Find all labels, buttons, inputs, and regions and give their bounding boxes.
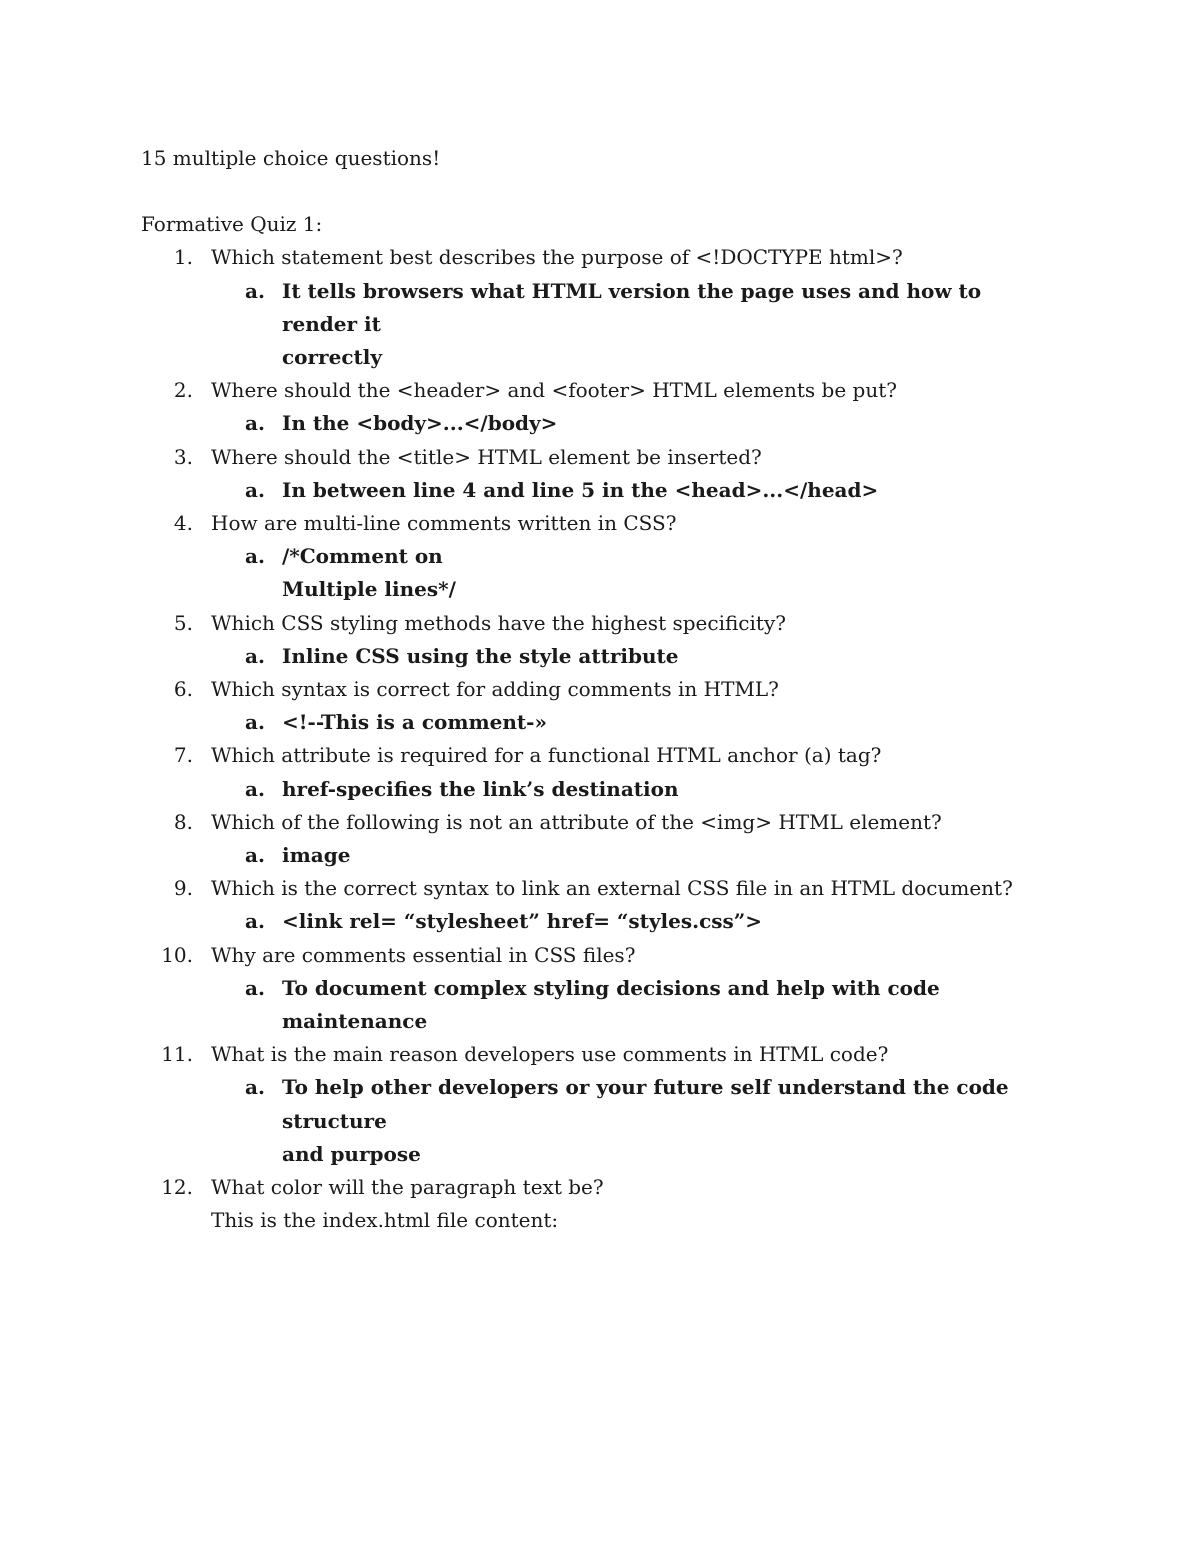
answer-text-line: Inline CSS using the style attribute (282, 643, 679, 668)
question-number: 9. (173, 876, 193, 901)
question-item (141, 441, 1041, 507)
question-line (141, 241, 1041, 274)
answer-text-line: and purpose (282, 1141, 421, 1166)
question-item (141, 939, 1041, 1039)
answer-option (141, 839, 1041, 872)
question-line (141, 806, 1041, 839)
question-number: 11. (161, 1042, 193, 1067)
question-number: 3. (173, 444, 193, 469)
answer-option (141, 706, 1041, 739)
question-text: Which statement best describes the purpose of <!DOCTYPE html>? (211, 245, 903, 270)
question-item (141, 806, 1041, 872)
answer-option (141, 972, 1041, 1038)
question-item (141, 1038, 1041, 1171)
question-number: 7. (173, 743, 193, 768)
answer-letter: a. (245, 1075, 265, 1100)
question-text: What color will the paragraph text be? (211, 1175, 604, 1200)
answer-text-line: To document complex styling decisions and help with code maintenance (282, 975, 940, 1034)
answer-text-line: In between line 4 and line 5 in the <head>...</head> (282, 477, 879, 502)
answer-letter: a. (245, 278, 265, 303)
question-line (141, 673, 1041, 706)
answer-option (141, 640, 1041, 673)
answer-letter: a. (245, 975, 265, 1000)
answer-text-line: image (282, 843, 351, 868)
question-line (141, 441, 1041, 474)
answer-letter: a. (245, 843, 265, 868)
answer-option (141, 773, 1041, 806)
answer-letter: a. (245, 477, 265, 502)
question-line (141, 1171, 1041, 1204)
question-line (141, 1038, 1041, 1071)
question-item (141, 507, 1041, 607)
question-item (141, 607, 1041, 673)
question-text: Which of the following is not an attribute of the <img> HTML element? (211, 809, 942, 834)
question-text: Why are comments essential in CSS files? (211, 942, 636, 967)
question-item (141, 1171, 1041, 1237)
answer-text-line: /*Comment on (282, 544, 443, 569)
question-number: 12. (161, 1175, 193, 1200)
answer-option (141, 275, 1041, 375)
question-line (141, 939, 1041, 972)
answer-option (141, 474, 1041, 507)
question-line (141, 739, 1041, 772)
answer-text-line: correctly (282, 345, 382, 370)
question-text: Which CSS styling methods have the highest specificity? (211, 610, 786, 635)
question-item (141, 673, 1041, 739)
question-item (141, 872, 1041, 938)
answer-letter: a. (245, 710, 265, 735)
question-number: 1. (173, 245, 193, 270)
intro-text: 15 multiple choice questions! (141, 146, 441, 170)
answer-option (141, 407, 1041, 440)
answer-text-line: href-specifies the link’s destination (282, 776, 679, 801)
question-number: 2. (173, 378, 193, 403)
quiz-title: Formative Quiz 1: (141, 212, 323, 237)
question-number: 4. (173, 511, 193, 536)
answer-option (141, 540, 1041, 606)
blank-line (141, 175, 1041, 208)
question-item (141, 739, 1041, 805)
question-text: Where should the <header> and <footer> HTML elements be put? (211, 378, 897, 403)
document-body (141, 142, 1041, 1238)
answer-text-line: <link rel= “stylesheet” href= “styles.css”> (282, 909, 763, 934)
answer-letter: a. (245, 643, 265, 668)
question-text: Which attribute is required for a functional HTML anchor (a) tag? (211, 743, 882, 768)
question-line (141, 607, 1041, 640)
answer-option (141, 1071, 1041, 1171)
question-number: 5. (173, 610, 193, 635)
question-extra-text: This is the index.html file content: (211, 1208, 559, 1233)
answer-letter: a. (245, 909, 265, 934)
question-text: Which syntax is correct for adding comments in HTML? (211, 677, 779, 702)
answer-option (141, 905, 1041, 938)
answer-letter: a. (245, 544, 265, 569)
answer-letter: a. (245, 411, 265, 436)
answer-letter: a. (245, 776, 265, 801)
question-item (141, 374, 1041, 440)
question-number: 8. (173, 809, 193, 834)
question-text: How are multi-line comments written in CSS? (211, 511, 677, 536)
question-line (141, 872, 1041, 905)
question-line (141, 507, 1041, 540)
question-text: Which is the correct syntax to link an external CSS file in an HTML document? (211, 876, 1013, 901)
question-number: 6. (173, 677, 193, 702)
answer-text-line: Multiple lines*/ (282, 577, 456, 602)
answer-text-line: In the <body>...</body> (282, 411, 558, 436)
question-item (141, 241, 1041, 374)
answer-text-line: <!--This is a comment-» (282, 710, 547, 735)
question-list (141, 241, 1041, 1237)
question-line (141, 374, 1041, 407)
question-number: 10. (161, 942, 193, 967)
answer-text-line: It tells browsers what HTML version the page uses and how to render it (282, 278, 982, 336)
question-text: What is the main reason developers use comments in HTML code? (211, 1042, 889, 1067)
question-text: Where should the <title> HTML element be inserted? (211, 444, 762, 469)
answer-text-line: To help other developers or your future self understand the code structure (282, 1075, 1009, 1133)
